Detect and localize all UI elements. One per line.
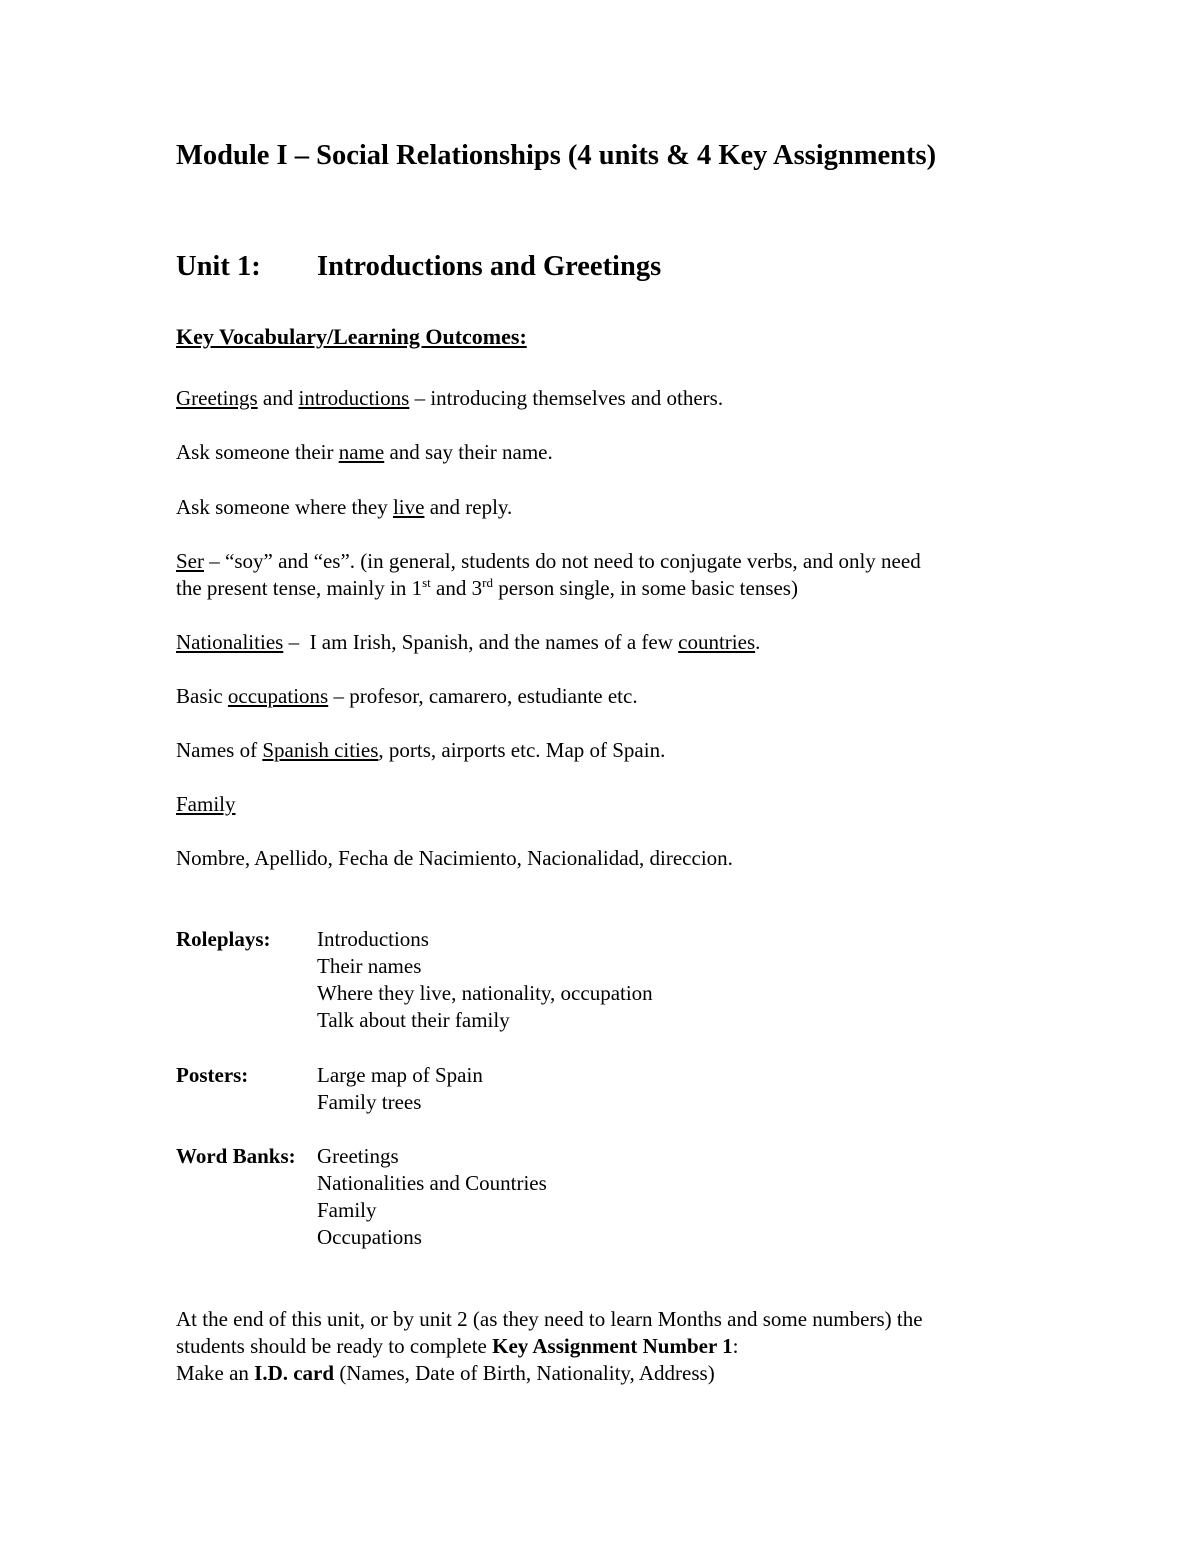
unit-title: Introductions and Greetings [317,251,662,282]
outcome-name [176,439,553,466]
text-run: person single, in some basic tenses) [492,576,798,600]
underlined-term: Nationalities [176,630,284,654]
text-run: – “soy” and “es”. (in general, students do not need to conjugate verbs, and only need [204,549,921,573]
outcome-greetings [176,385,723,412]
text-run: and [257,386,299,410]
text-run: Basic [176,684,228,708]
closing-paragraph [176,1306,923,1387]
text-run: , ports, airports etc. Map of Spain. [378,738,666,762]
text-run: Make an [176,1361,255,1385]
underlined-term: Ser [176,549,204,573]
text-run: students should be ready to complete [176,1334,493,1358]
underlined-term: Spanish cities [262,738,379,762]
text-run: : [732,1334,739,1358]
unit-heading [176,251,662,283]
outcome-live [176,494,512,521]
outcome-occupations [176,683,638,710]
text-run: and reply. [424,495,513,519]
outcome-family [176,791,236,818]
text-run: (Names, Date of Birth, Nationality, Address) [334,1361,715,1385]
text-run: and 3 [430,576,483,600]
underlined-term: Family [176,792,236,816]
section-heading: Key Vocabulary/Learning Outcomes: [176,324,527,349]
module-title: Module I – Social Relationships (4 units & 4 Key Assignments) [176,140,937,171]
outcome-ser [176,548,921,602]
roleplays-list [317,926,653,1034]
text-run: . [755,630,761,654]
ordinal-suffix: st [422,575,431,590]
list-item: Greetings [317,1144,399,1168]
underlined-term: name [338,440,385,464]
text-run: and say their name. [384,440,553,464]
list-item: Talk about their family [317,1008,510,1032]
list-item: Where they live, nationality, occupation [317,981,653,1005]
word-banks-label: Word Banks: [176,1144,296,1168]
list-item: Their names [317,954,422,978]
word-banks-list [317,1143,547,1251]
outcome-cities [176,737,665,764]
id-card-term: I.D. card [254,1361,335,1385]
outcome-nationalities [176,629,760,656]
key-assignment-name: Key Assignment Number 1 [492,1334,733,1358]
underlined-term: Greetings [176,386,258,410]
ordinal-suffix: rd [482,575,493,590]
text-run: Ask someone their [176,440,339,464]
text-run: – I am Irish, Spanish, and the names of a few [283,630,679,654]
unit-number: Unit 1: [176,251,261,282]
list-item: Family [317,1198,377,1222]
list-item: Family trees [317,1090,422,1114]
underlined-term: occupations [227,684,329,708]
list-item: Large map of Spain [317,1063,483,1087]
text-run: the present tense, mainly in 1 [176,576,423,600]
text-run: – introducing themselves and others. [409,386,724,410]
list-item: Nationalities and Countries [317,1171,547,1195]
text-line: At the end of this unit, or by unit 2 (as they need to learn Months and some numbers) the [176,1307,923,1331]
posters-label: Posters: [176,1063,249,1087]
posters-list [317,1062,483,1116]
text-run: Names of [176,738,263,762]
underlined-term: introductions [298,386,410,410]
text-run: Nombre, Apellido, Fecha de Nacimiento, Nacionalidad, direccion. [176,846,733,870]
underlined-term: live [392,495,425,519]
list-item: Introductions [317,927,429,951]
text-run: – profesor, camarero, estudiante etc. [328,684,638,708]
underlined-term: countries [678,630,756,654]
outcome-form-fields [176,845,733,872]
list-item: Occupations [317,1225,422,1249]
text-run: Ask someone where they [176,495,393,519]
roleplays-label: Roleplays: [176,927,271,951]
